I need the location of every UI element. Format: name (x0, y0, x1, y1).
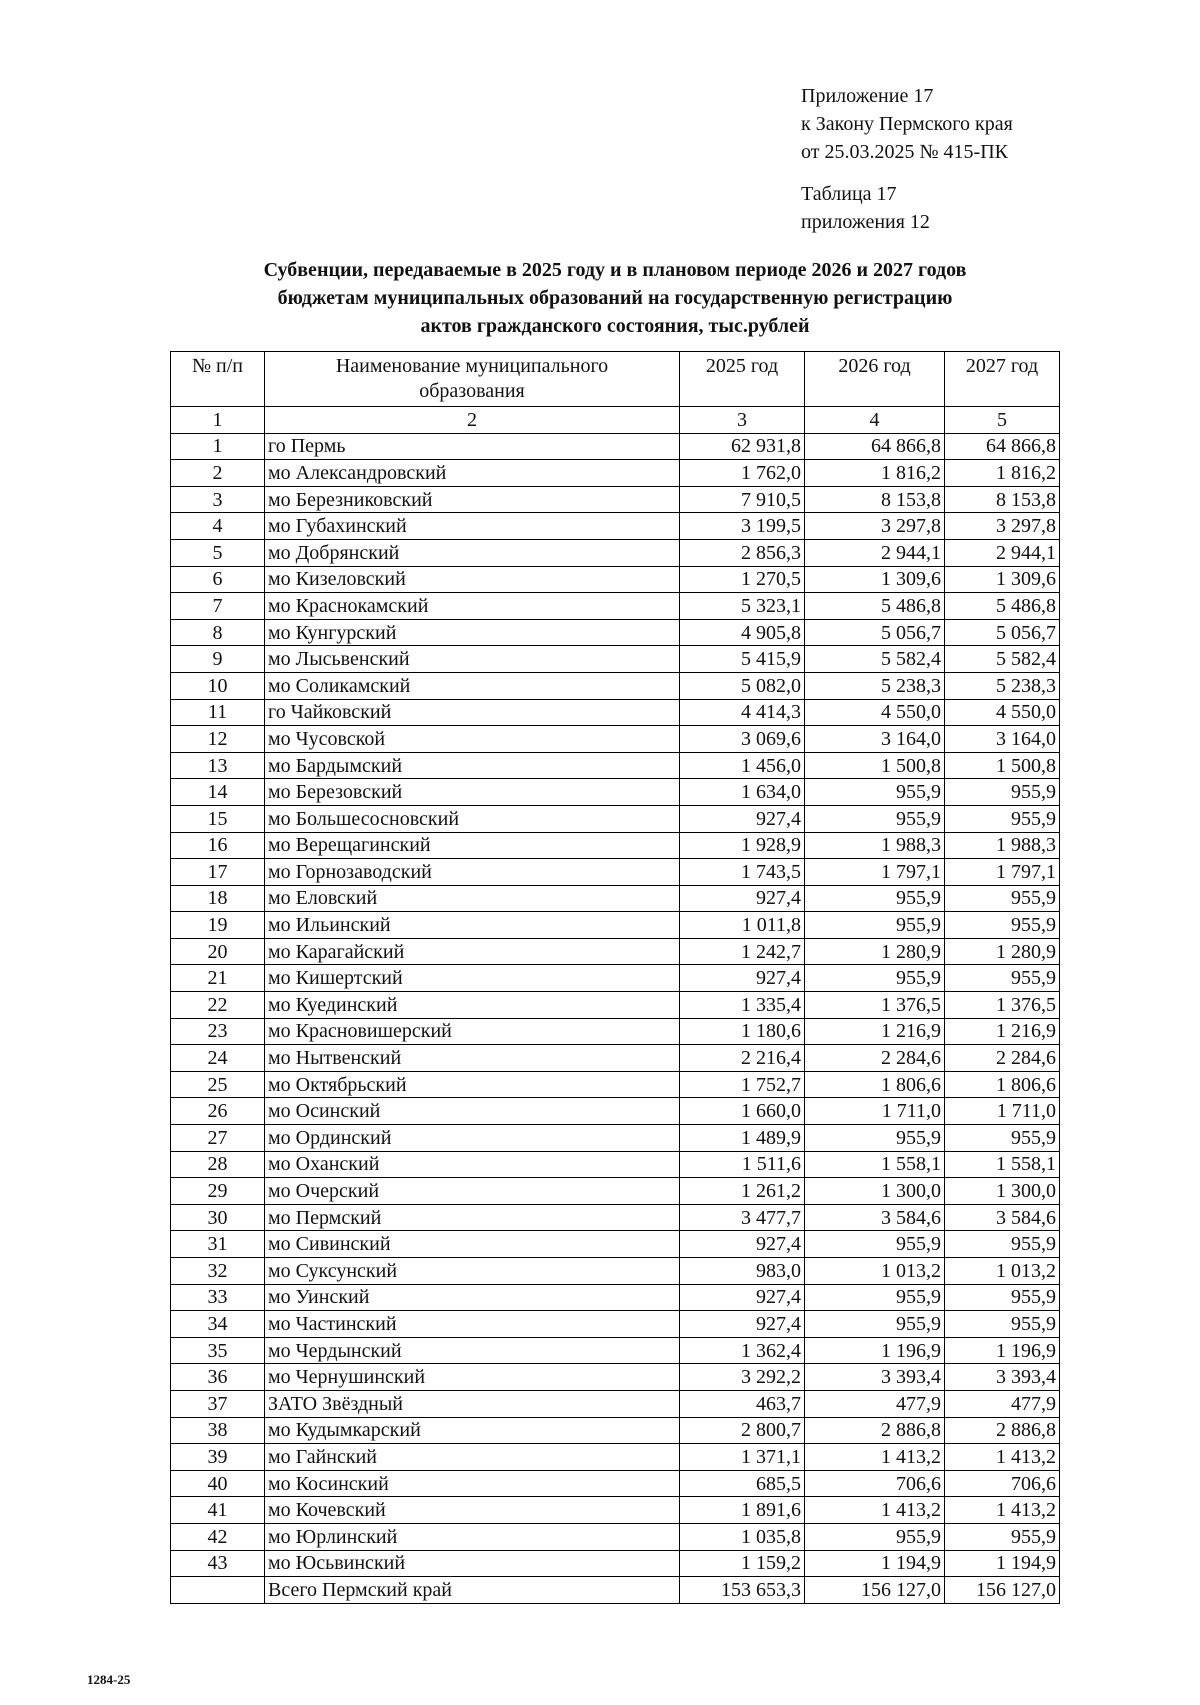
row-num: 22 (171, 992, 265, 1019)
value-2025: 4 905,8 (680, 619, 805, 646)
value-2027: 1 216,9 (945, 1018, 1060, 1045)
row-num: 27 (171, 1125, 265, 1152)
value-2026: 1 194,9 (805, 1550, 945, 1577)
value-2026: 1 013,2 (805, 1258, 945, 1285)
value-2027: 955,9 (945, 1311, 1060, 1338)
table-row (171, 726, 1060, 753)
header-2025: 2025 год (680, 352, 805, 407)
row-num: 35 (171, 1337, 265, 1364)
row-num: 33 (171, 1284, 265, 1311)
table-row (171, 1311, 1060, 1338)
value-2025: 1 261,2 (680, 1178, 805, 1205)
municipality-name: мо Куединский (265, 992, 680, 1019)
value-2027: 1 309,6 (945, 566, 1060, 593)
table-row (171, 1497, 1060, 1524)
municipality-name: мо Очерский (265, 1178, 680, 1205)
table-row (171, 992, 1060, 1019)
row-num: 36 (171, 1364, 265, 1391)
value-2026: 955,9 (805, 965, 945, 992)
total-label: Всего Пермский край (265, 1577, 680, 1604)
municipality-name: мо Гайнский (265, 1444, 680, 1471)
title-line-3: актов гражданского состояния, тыс.рублей (420, 315, 810, 337)
value-2027: 1 280,9 (945, 938, 1060, 965)
value-2026: 3 164,0 (805, 726, 945, 753)
value-2025: 1 456,0 (680, 752, 805, 779)
municipality-name: мо Ординский (265, 1125, 680, 1152)
row-num: 10 (171, 672, 265, 699)
row-num: 30 (171, 1204, 265, 1231)
table-row (171, 1417, 1060, 1444)
municipality-name: мо Кочевский (265, 1497, 680, 1524)
value-2026: 2 944,1 (805, 539, 945, 566)
municipality-name: мо Карагайский (265, 938, 680, 965)
value-2026: 955,9 (805, 805, 945, 832)
document-code: 1284-25 (87, 1672, 131, 1687)
row-num: 11 (171, 699, 265, 726)
value-2025: 3 069,6 (680, 726, 805, 753)
table-row (171, 513, 1060, 540)
value-2027: 1 376,5 (945, 992, 1060, 1019)
municipality-name: мо Юрлинский (265, 1523, 680, 1550)
total-2026: 156 127,0 (805, 1577, 945, 1604)
table-row (171, 1018, 1060, 1045)
row-num: 14 (171, 779, 265, 806)
value-2026: 1 806,6 (805, 1071, 945, 1098)
row-num: 3 (171, 486, 265, 513)
value-2025: 1 011,8 (680, 912, 805, 939)
subventions-table (170, 351, 1060, 1604)
value-2027: 1 711,0 (945, 1098, 1060, 1125)
value-2025: 1 242,7 (680, 938, 805, 965)
row-num: 40 (171, 1470, 265, 1497)
row-num: 7 (171, 593, 265, 620)
municipality-name: мо Юсьвинский (265, 1550, 680, 1577)
table-row (171, 1444, 1060, 1471)
value-2026: 955,9 (805, 1125, 945, 1152)
value-2026: 1 413,2 (805, 1444, 945, 1471)
value-2026: 1 376,5 (805, 992, 945, 1019)
municipality-name: мо Горнозаводский (265, 859, 680, 886)
table-row (171, 1125, 1060, 1152)
table-row (171, 965, 1060, 992)
value-2026: 1 558,1 (805, 1151, 945, 1178)
value-2026: 955,9 (805, 885, 945, 912)
document-title (160, 256, 1070, 340)
value-2026: 1 280,9 (805, 938, 945, 965)
municipality-name: мо Чусовской (265, 726, 680, 753)
value-2025: 983,0 (680, 1258, 805, 1285)
row-num: 29 (171, 1178, 265, 1205)
value-2027: 1 196,9 (945, 1337, 1060, 1364)
municipality-name: мо Уинский (265, 1284, 680, 1311)
row-num: 8 (171, 619, 265, 646)
table-row (171, 1071, 1060, 1098)
value-2026: 955,9 (805, 1523, 945, 1550)
table-row (171, 619, 1060, 646)
value-2025: 1 511,6 (680, 1151, 805, 1178)
municipality-name: мо Суксунский (265, 1258, 680, 1285)
value-2025: 927,4 (680, 965, 805, 992)
value-2025: 3 477,7 (680, 1204, 805, 1231)
table-row (171, 486, 1060, 513)
municipality-name: мо Большесосновский (265, 805, 680, 832)
value-2025: 1 035,8 (680, 1523, 805, 1550)
total-row (171, 1577, 1060, 1604)
value-2026: 5 582,4 (805, 646, 945, 673)
value-2026: 64 866,8 (805, 433, 945, 460)
value-2026: 5 056,7 (805, 619, 945, 646)
value-2025: 5 323,1 (680, 593, 805, 620)
row-num: 38 (171, 1417, 265, 1444)
value-2025: 2 216,4 (680, 1045, 805, 1072)
column-number: 2 (265, 407, 680, 434)
value-2025: 4 414,3 (680, 699, 805, 726)
table-row (171, 646, 1060, 673)
value-2025: 1 752,7 (680, 1071, 805, 1098)
value-2025: 1 891,6 (680, 1497, 805, 1524)
value-2025: 685,5 (680, 1470, 805, 1497)
column-number: 4 (805, 407, 945, 434)
value-2025: 2 856,3 (680, 539, 805, 566)
row-num: 5 (171, 539, 265, 566)
row-num: 6 (171, 566, 265, 593)
municipality-name: мо Добрянский (265, 539, 680, 566)
value-2027: 955,9 (945, 1231, 1060, 1258)
value-2027: 1 413,2 (945, 1497, 1060, 1524)
municipality-name: мо Оханский (265, 1151, 680, 1178)
header-name: Наименование муниципального образования (265, 352, 680, 407)
appendix-number: Приложение 17 (801, 85, 934, 107)
value-2027: 3 584,6 (945, 1204, 1060, 1231)
row-num: 24 (171, 1045, 265, 1072)
value-2026: 1 988,3 (805, 832, 945, 859)
table-row (171, 566, 1060, 593)
value-2025: 1 159,2 (680, 1550, 805, 1577)
value-2025: 927,4 (680, 805, 805, 832)
value-2027: 3 393,4 (945, 1364, 1060, 1391)
value-2027: 1 806,6 (945, 1071, 1060, 1098)
municipality-name: мо Еловский (265, 885, 680, 912)
header-2026: 2026 год (805, 352, 945, 407)
value-2025: 5 082,0 (680, 672, 805, 699)
row-num: 31 (171, 1231, 265, 1258)
municipality-name: мо Лысьвенский (265, 646, 680, 673)
header-2027: 2027 год (945, 352, 1060, 407)
municipality-name: мо Березовский (265, 779, 680, 806)
table-row (171, 539, 1060, 566)
value-2025: 1 335,4 (680, 992, 805, 1019)
row-num: 20 (171, 938, 265, 965)
table-row (171, 1231, 1060, 1258)
value-2025: 1 362,4 (680, 1337, 805, 1364)
value-2026: 1 413,2 (805, 1497, 945, 1524)
table-row (171, 1337, 1060, 1364)
value-2027: 1 413,2 (945, 1444, 1060, 1471)
municipality-name: мо Чердынский (265, 1337, 680, 1364)
value-2026: 1 309,6 (805, 566, 945, 593)
value-2026: 955,9 (805, 912, 945, 939)
value-2026: 1 500,8 (805, 752, 945, 779)
total-2025: 153 653,3 (680, 1577, 805, 1604)
table-row (171, 859, 1060, 886)
law-date-number: от 25.03.2025 № 415-ПК (801, 141, 1009, 163)
value-2026: 2 284,6 (805, 1045, 945, 1072)
value-2027: 955,9 (945, 912, 1060, 939)
table-row (171, 672, 1060, 699)
value-2025: 1 180,6 (680, 1018, 805, 1045)
municipality-name: мо Верещагинский (265, 832, 680, 859)
row-num: 1 (171, 433, 265, 460)
municipality-name: мо Красновишерский (265, 1018, 680, 1045)
table-row (171, 460, 1060, 487)
value-2027: 5 486,8 (945, 593, 1060, 620)
law-reference: к Закону Пермского края (801, 113, 1013, 135)
value-2025: 1 660,0 (680, 1098, 805, 1125)
table-row (171, 1151, 1060, 1178)
value-2026: 3 584,6 (805, 1204, 945, 1231)
value-2027: 8 153,8 (945, 486, 1060, 513)
municipality-name: мо Соликамский (265, 672, 680, 699)
row-num: 15 (171, 805, 265, 832)
value-2026: 3 393,4 (805, 1364, 945, 1391)
table-row (171, 433, 1060, 460)
municipality-name: мо Пермский (265, 1204, 680, 1231)
table-row (171, 885, 1060, 912)
value-2027: 2 944,1 (945, 539, 1060, 566)
value-2025: 927,4 (680, 1284, 805, 1311)
value-2025: 1 634,0 (680, 779, 805, 806)
table-body (171, 433, 1060, 1577)
value-2025: 1 743,5 (680, 859, 805, 886)
parent-appendix: приложения 12 (801, 211, 930, 233)
value-2027: 955,9 (945, 779, 1060, 806)
municipality-name: мо Бардымский (265, 752, 680, 779)
table-header-row (171, 352, 1060, 407)
table-row (171, 1098, 1060, 1125)
value-2027: 1 816,2 (945, 460, 1060, 487)
value-2027: 955,9 (945, 1284, 1060, 1311)
row-num: 26 (171, 1098, 265, 1125)
value-2025: 927,4 (680, 1231, 805, 1258)
value-2027: 706,6 (945, 1470, 1060, 1497)
municipality-name: ЗАТО Звёздный (265, 1390, 680, 1417)
value-2027: 955,9 (945, 1125, 1060, 1152)
column-number: 5 (945, 407, 1060, 434)
value-2027: 2 284,6 (945, 1045, 1060, 1072)
value-2027: 1 500,8 (945, 752, 1060, 779)
row-num: 23 (171, 1018, 265, 1045)
municipality-name: мо Косинский (265, 1470, 680, 1497)
value-2025: 1 371,1 (680, 1444, 805, 1471)
value-2026: 1 797,1 (805, 859, 945, 886)
title-line-1: Субвенции, передаваемые в 2025 году и в плановом периоде 2026 и 2027 годов (263, 259, 967, 281)
row-num: 18 (171, 885, 265, 912)
value-2025: 5 415,9 (680, 646, 805, 673)
table-row (171, 1470, 1060, 1497)
value-2026: 5 486,8 (805, 593, 945, 620)
column-number: 3 (680, 407, 805, 434)
table-row (171, 1204, 1060, 1231)
value-2027: 1 797,1 (945, 859, 1060, 886)
table-row (171, 1045, 1060, 1072)
value-2027: 955,9 (945, 885, 1060, 912)
value-2025: 3 199,5 (680, 513, 805, 540)
table-row (171, 805, 1060, 832)
municipality-name: мо Березниковский (265, 486, 680, 513)
table-row (171, 1258, 1060, 1285)
value-2025: 927,4 (680, 885, 805, 912)
municipality-name: го Пермь (265, 433, 680, 460)
row-num: 39 (171, 1444, 265, 1471)
document-header (801, 82, 1013, 236)
value-2025: 3 292,2 (680, 1364, 805, 1391)
value-2027: 1 013,2 (945, 1258, 1060, 1285)
row-num: 19 (171, 912, 265, 939)
municipality-name: го Чайковский (265, 699, 680, 726)
row-num: 16 (171, 832, 265, 859)
value-2027: 1 300,0 (945, 1178, 1060, 1205)
table-row (171, 1390, 1060, 1417)
table-row (171, 912, 1060, 939)
row-num: 25 (171, 1071, 265, 1098)
value-2026: 5 238,3 (805, 672, 945, 699)
table-row (171, 938, 1060, 965)
row-num: 32 (171, 1258, 265, 1285)
row-num: 21 (171, 965, 265, 992)
value-2026: 8 153,8 (805, 486, 945, 513)
value-2025: 1 762,0 (680, 460, 805, 487)
title-line-2: бюджетам муниципальных образований на государственную регистрацию (277, 287, 953, 309)
value-2027: 2 886,8 (945, 1417, 1060, 1444)
value-2027: 5 238,3 (945, 672, 1060, 699)
value-2025: 62 931,8 (680, 433, 805, 460)
table-row (171, 752, 1060, 779)
row-num: 37 (171, 1390, 265, 1417)
table-row (171, 1284, 1060, 1311)
municipality-name: мо Кизеловский (265, 566, 680, 593)
value-2025: 1 928,9 (680, 832, 805, 859)
table-row (171, 699, 1060, 726)
value-2026: 706,6 (805, 1470, 945, 1497)
table-row (171, 779, 1060, 806)
total-2027: 156 127,0 (945, 1577, 1060, 1604)
table-row (171, 1178, 1060, 1205)
value-2025: 2 800,7 (680, 1417, 805, 1444)
header-num: № п/п (171, 352, 265, 407)
column-numbers-row (171, 407, 1060, 434)
value-2026: 3 297,8 (805, 513, 945, 540)
value-2027: 955,9 (945, 1523, 1060, 1550)
municipality-name: мо Октябрьский (265, 1071, 680, 1098)
column-number: 1 (171, 407, 265, 434)
value-2026: 1 216,9 (805, 1018, 945, 1045)
value-2026: 955,9 (805, 1284, 945, 1311)
value-2027: 5 056,7 (945, 619, 1060, 646)
value-2027: 1 194,9 (945, 1550, 1060, 1577)
value-2026: 477,9 (805, 1390, 945, 1417)
value-2026: 955,9 (805, 1311, 945, 1338)
row-num: 13 (171, 752, 265, 779)
table-number: Таблица 17 (801, 183, 897, 205)
row-num: 34 (171, 1311, 265, 1338)
value-2027: 955,9 (945, 805, 1060, 832)
value-2026: 2 886,8 (805, 1417, 945, 1444)
row-num: 41 (171, 1497, 265, 1524)
municipality-name: мо Губахинский (265, 513, 680, 540)
value-2025: 1 270,5 (680, 566, 805, 593)
value-2026: 4 550,0 (805, 699, 945, 726)
table-row (171, 1364, 1060, 1391)
value-2027: 955,9 (945, 965, 1060, 992)
row-num: 17 (171, 859, 265, 886)
row-num: 43 (171, 1550, 265, 1577)
value-2026: 955,9 (805, 779, 945, 806)
municipality-name: мо Сивинский (265, 1231, 680, 1258)
value-2026: 1 711,0 (805, 1098, 945, 1125)
value-2026: 1 196,9 (805, 1337, 945, 1364)
value-2025: 463,7 (680, 1390, 805, 1417)
value-2027: 477,9 (945, 1390, 1060, 1417)
municipality-name: мо Чернушинский (265, 1364, 680, 1391)
value-2027: 1 558,1 (945, 1151, 1060, 1178)
value-2025: 7 910,5 (680, 486, 805, 513)
table-row (171, 832, 1060, 859)
value-2027: 64 866,8 (945, 433, 1060, 460)
total-num (171, 1577, 265, 1604)
row-num: 28 (171, 1151, 265, 1178)
municipality-name: мо Ильинский (265, 912, 680, 939)
value-2027: 1 988,3 (945, 832, 1060, 859)
municipality-name: мо Осинский (265, 1098, 680, 1125)
municipality-name: мо Частинский (265, 1311, 680, 1338)
value-2025: 1 489,9 (680, 1125, 805, 1152)
municipality-name: мо Нытвенский (265, 1045, 680, 1072)
value-2027: 3 297,8 (945, 513, 1060, 540)
municipality-name: мо Кудымкарский (265, 1417, 680, 1444)
municipality-name: мо Кишертский (265, 965, 680, 992)
value-2026: 1 816,2 (805, 460, 945, 487)
municipality-name: мо Краснокамский (265, 593, 680, 620)
value-2027: 3 164,0 (945, 726, 1060, 753)
municipality-name: мо Кунгурский (265, 619, 680, 646)
value-2027: 4 550,0 (945, 699, 1060, 726)
row-num: 12 (171, 726, 265, 753)
value-2026: 955,9 (805, 1231, 945, 1258)
value-2027: 5 582,4 (945, 646, 1060, 673)
row-num: 2 (171, 460, 265, 487)
value-2025: 927,4 (680, 1311, 805, 1338)
row-num: 9 (171, 646, 265, 673)
table-row (171, 1550, 1060, 1577)
table-row (171, 1523, 1060, 1550)
row-num: 42 (171, 1523, 265, 1550)
row-num: 4 (171, 513, 265, 540)
table-row (171, 593, 1060, 620)
value-2026: 1 300,0 (805, 1178, 945, 1205)
municipality-name: мо Александровский (265, 460, 680, 487)
